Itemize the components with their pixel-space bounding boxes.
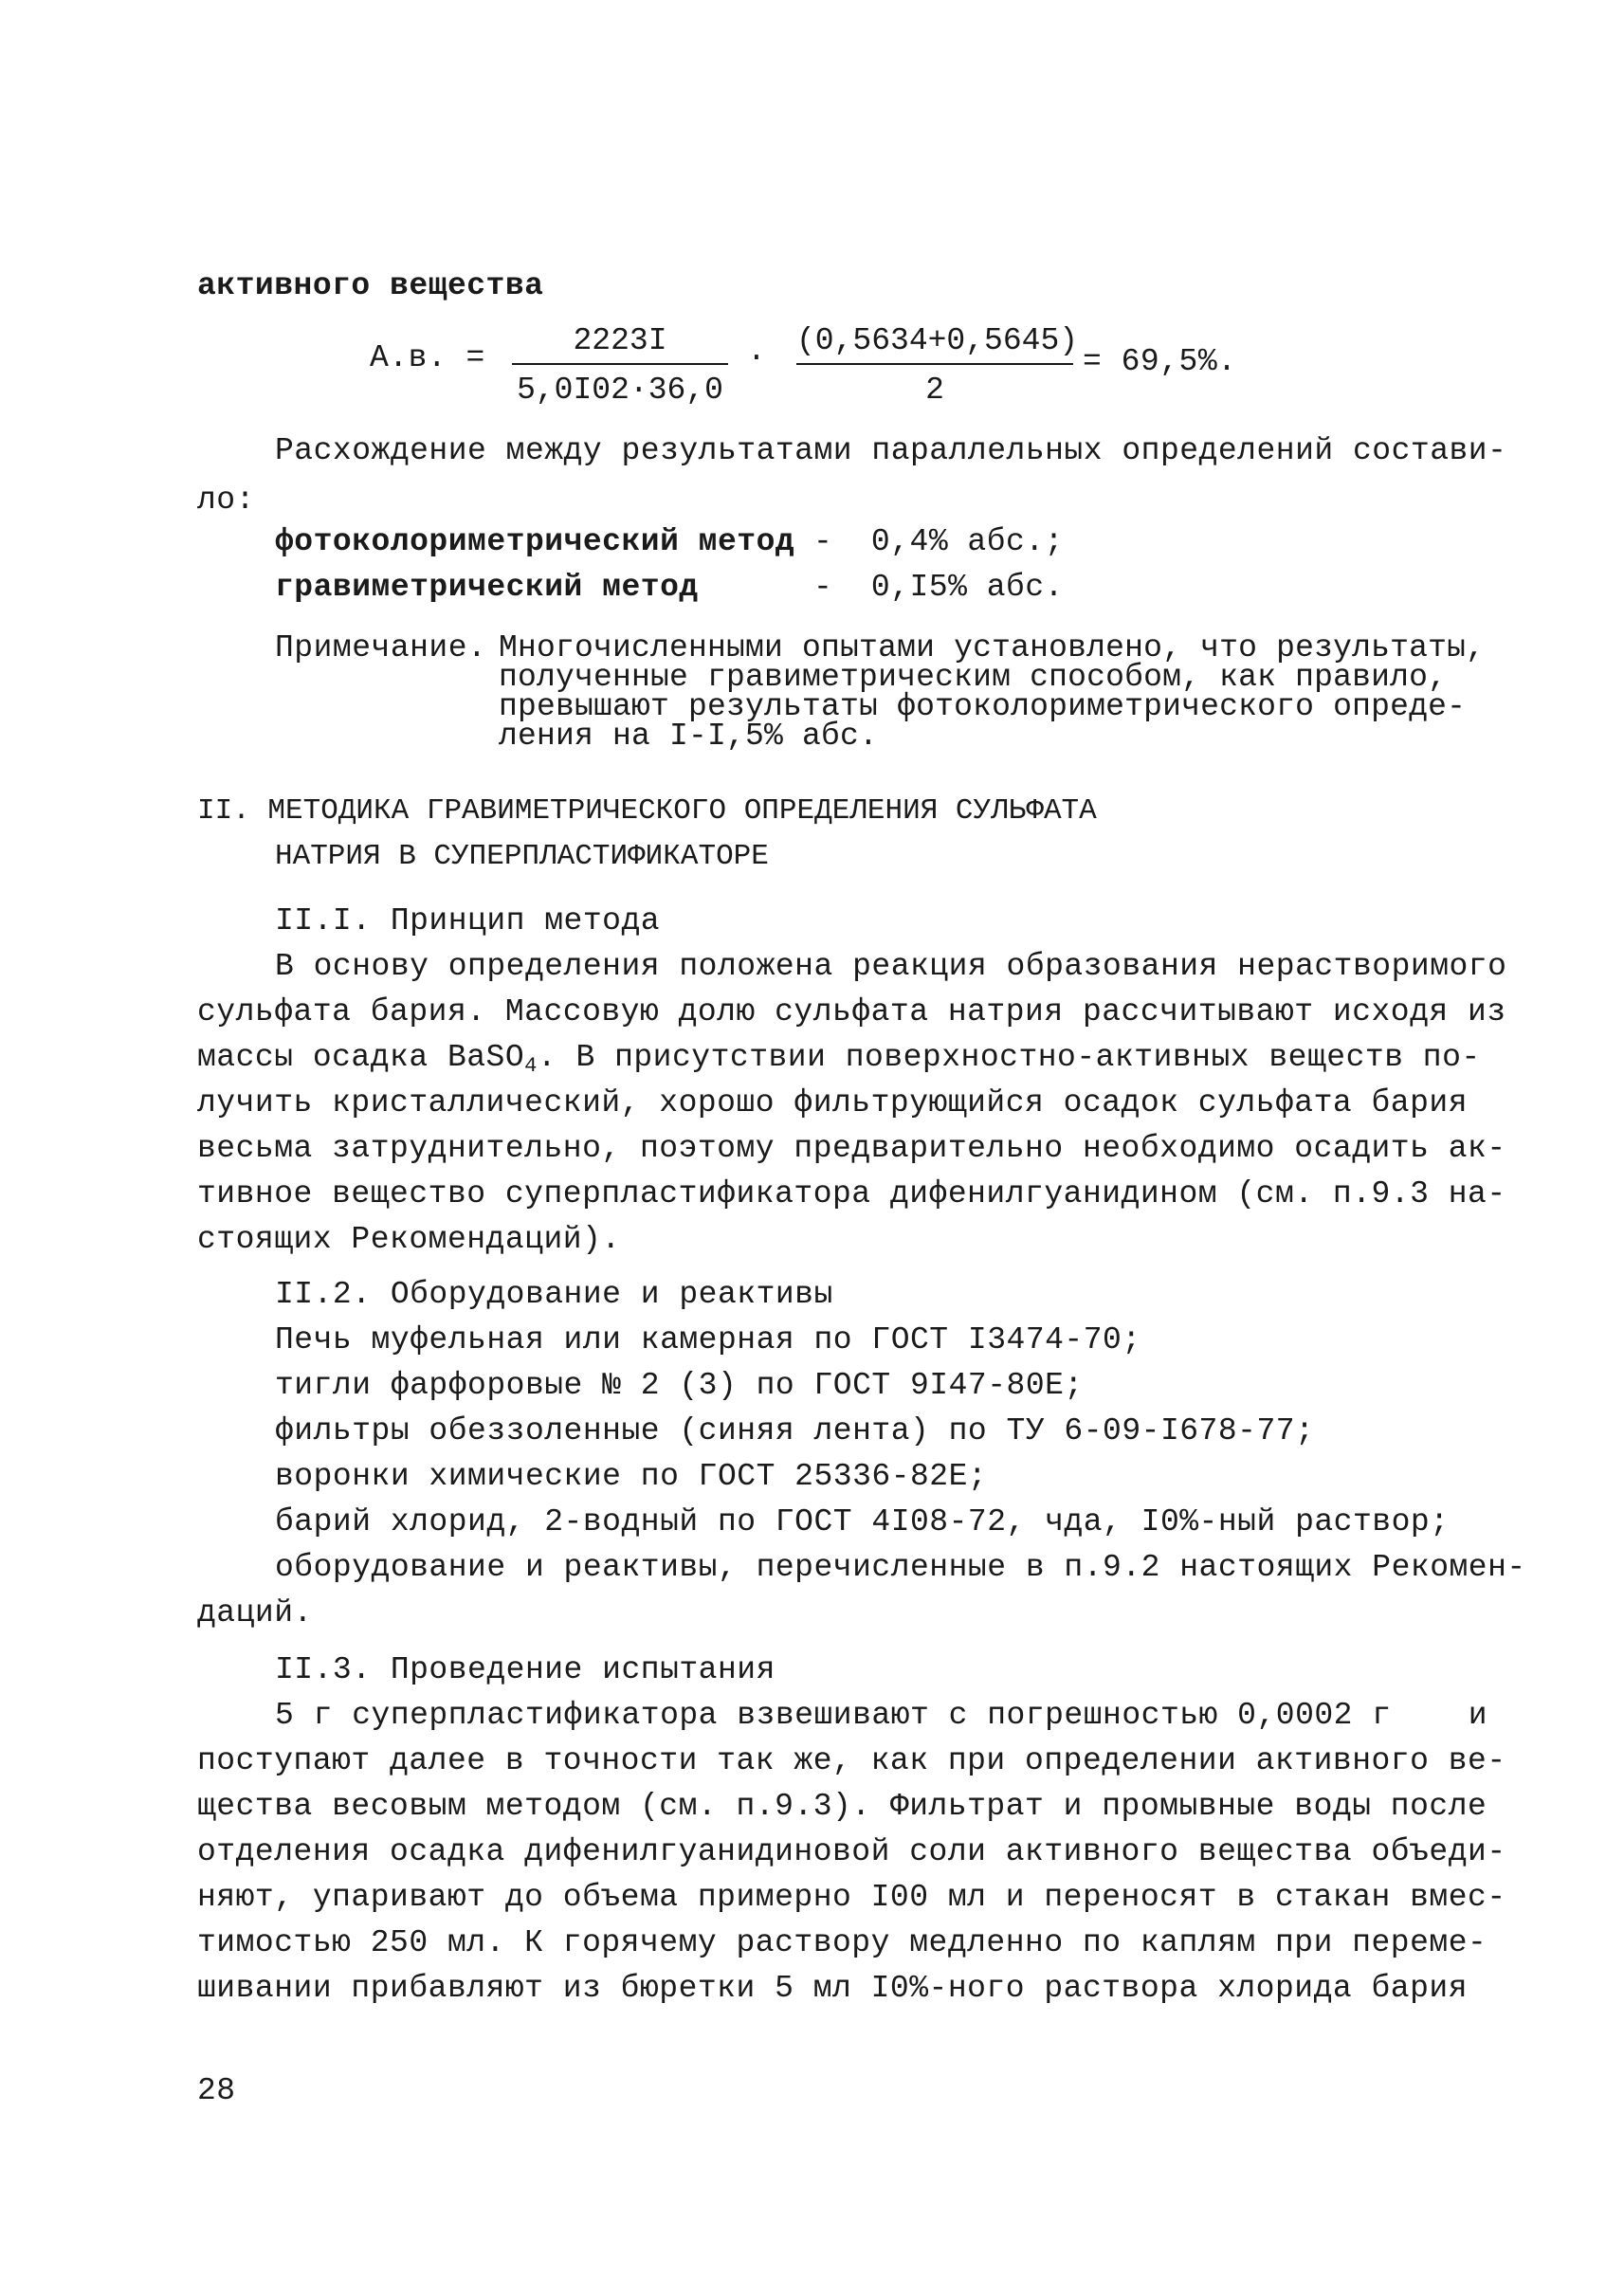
s11-3-line-2: поступают далее в точности так же, как при определении активного ве-	[197, 1743, 1506, 1778]
discrepancy-line-2: ло:	[197, 483, 255, 518]
s11-1-line-3-end: . В присутствии поверхностно-активных веществ по-	[537, 1040, 1481, 1075]
s11-1-line-3	[197, 1039, 1481, 1077]
page-number: 28	[197, 2073, 236, 2108]
s11-3-line-3: щества весовым методом (см. п.9.3). Фильтрат и промывные воды после	[197, 1789, 1487, 1824]
section-heading-line-1: II. МЕТОДИКА ГРАВИМЕТРИЧЕСКОГО ОПРЕДЕЛЕНИЯ СУЛЬФАТА	[197, 794, 1097, 828]
s11-2-line-2: тигли фарфоровые № 2 (3) по ГОСТ 9I47-80Е;	[275, 1368, 1084, 1403]
s11-1-line-2: сульфата бария. Массовую долю сульфата натрия рассчитывают исходя из	[197, 994, 1506, 1029]
formula-fraction1-denominator: 5,0I02·36,0	[517, 373, 723, 408]
formula-dot: ·	[747, 340, 767, 375]
note-line-2: полученные гравиметрическим способом, как правило,	[499, 660, 1448, 695]
formula-fraction2-numerator: (0,5634+0,5645)	[796, 323, 1079, 358]
formula-fraction2-denominator: 2	[925, 373, 944, 408]
s11-2-line-1: Печь муфельная или камерная по ГОСТ I3474-70;	[275, 1322, 1141, 1357]
s11-1-line-6: тивное вещество суперпластификатора дифенилгуанидином (см. п.9.3 на-	[197, 1176, 1506, 1211]
s11-3-line-7: шивании прибавляют из бюретки 5 мл I0%-ного раствора хлорида бария	[197, 1971, 1469, 2006]
s11-1-line-1: В основу определения положена реакция образования нерастворимого	[275, 949, 1507, 984]
formula-fraction2-bar	[796, 363, 1073, 365]
s11-2-line-4: воронки химические по ГОСТ 25336-82Е;	[275, 1459, 988, 1494]
formula-lhs: А.в. =	[370, 340, 485, 375]
s11-1-line-5: весьма затруднительно, поэтому предварительно необходимо осадить ак-	[197, 1131, 1506, 1166]
section-heading-line-2: НАТРИЯ В СУПЕРПЛАСТИФИКАТОРЕ	[275, 840, 769, 873]
subsection-11-2-title: II.2. Оборудование и реактивы	[275, 1277, 833, 1312]
formula-fraction1-numerator: 2223I	[573, 323, 667, 358]
s11-3-line-4: отделения осадка дифенилгуанидиновой соли активного вещества объеди-	[197, 1834, 1506, 1869]
s11-3-line-1: 5 г суперпластификатора взвешивают с погрешностью 0,0002 г и	[275, 1698, 1488, 1733]
s11-1-line-4: лучить кристаллический, хорошо фильтрующийся осадок сульфата бария	[197, 1085, 1469, 1120]
discrepancy-line-1: Расхождение между результатами параллельных определений состави-	[275, 433, 1507, 468]
note-label: Примечание.	[275, 630, 487, 665]
s11-2-line-3: фильтры обеззоленные (синяя лента) по ТУ 6-09-I678-77;	[275, 1413, 1315, 1448]
subsection-11-1-title: II.I. Принцип метода	[275, 903, 661, 938]
s11-1-line-3-subscript: 4	[524, 1054, 538, 1078]
note-line-1: Многочисленными опытами установлено, что результаты,	[499, 630, 1486, 665]
note-line-3: превышают результаты фотоколориметрического опреде-	[499, 689, 1467, 724]
s11-2-line-5: барий хлорид, 2-водный по ГОСТ 4I08-72, чда, I0%-ный раствор;	[275, 1504, 1450, 1539]
note-line-4: ления на I-I,5% абс.	[499, 719, 879, 754]
s11-3-line-6: тимостью 250 мл. К горячему раствору медленно по каплям при переме-	[197, 1925, 1487, 1960]
s11-3-line-5: няют, упаривают до объема примерно I00 мл и переносят в стакан вмес-	[197, 1880, 1506, 1915]
s11-1-line-7: стоящих Рекомендаций).	[197, 1222, 621, 1257]
method-photocolorimetric-value: - 0,4% абс.;	[813, 524, 1064, 559]
intro-line: активного вещества	[197, 268, 544, 303]
s11-2-line-6: оборудование и реактивы, перечисленные в п.9.2 настоящих Рекомен-	[275, 1550, 1526, 1585]
s11-1-line-3-start: массы осадка BaSO	[197, 1040, 525, 1075]
formula-fraction1-bar	[512, 363, 728, 365]
formula-result: = 69,5%.	[1083, 344, 1237, 379]
subsection-11-3-title: II.3. Проведение испытания	[275, 1652, 776, 1687]
method-gravimetric-value: - 0,I5% абс.	[813, 570, 1064, 605]
method-photocolorimetric-name: фотоколориметрический метод	[275, 524, 795, 559]
s11-2-line-7: даций.	[197, 1595, 313, 1630]
method-gravimetric-name: гравиметрический метод	[275, 570, 699, 605]
